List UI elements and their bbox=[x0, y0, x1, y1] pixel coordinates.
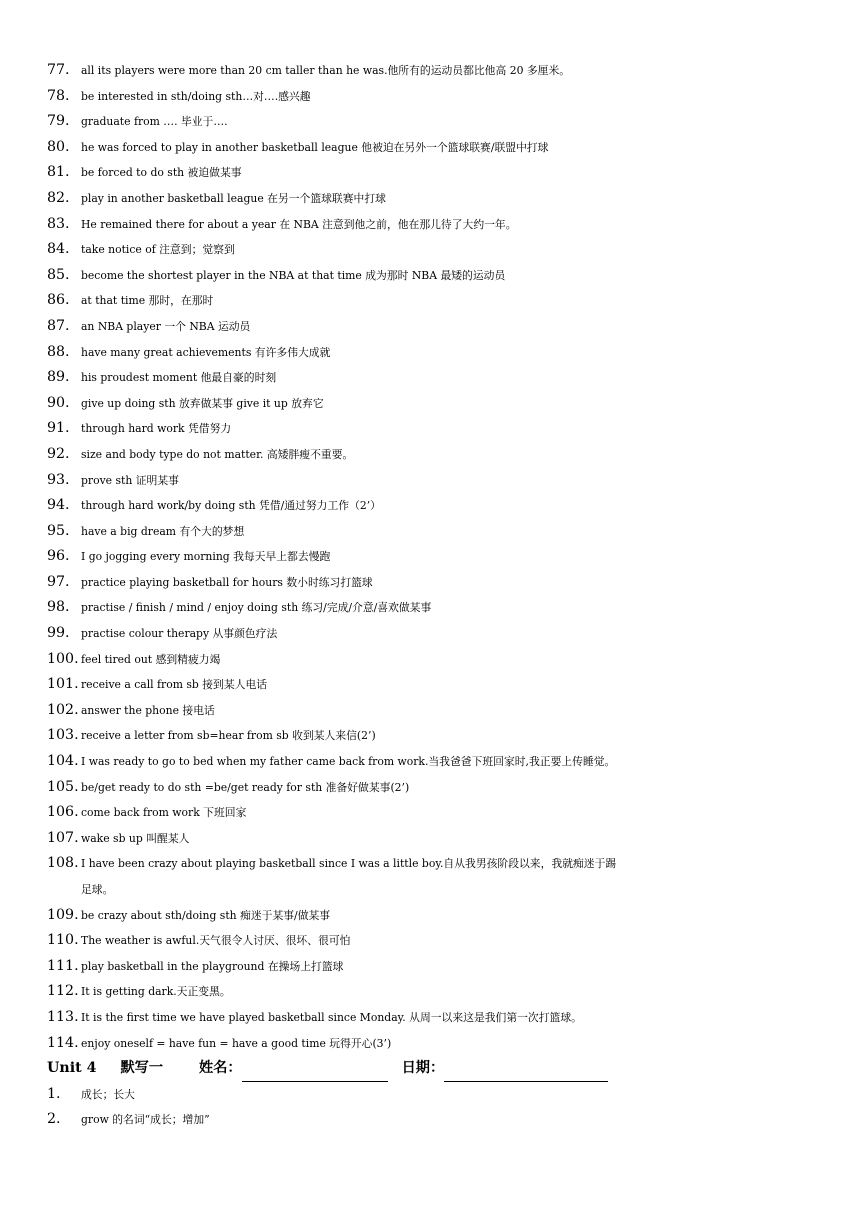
item-number: 93. bbox=[47, 471, 70, 488]
item-number: 114. bbox=[47, 1034, 79, 1051]
item-number: 109. bbox=[47, 906, 79, 923]
item-text: I have been crazy about playing basketball since I was a little boy.自从我男孩阶段以来，我就痴迷于踢 bbox=[81, 857, 617, 871]
list-item bbox=[47, 954, 824, 980]
name-label: 姓名： bbox=[199, 1060, 242, 1077]
item-text: I go jogging every morning 我每天早上都去慢跑 bbox=[81, 550, 331, 564]
item-text: he was forced to play in another basketball league 他被迫在另外一个篮球联赛/联盟中打球 bbox=[81, 140, 549, 154]
item-number: 108. bbox=[47, 855, 79, 872]
item-number: 2. bbox=[47, 1111, 61, 1128]
item-text: through hard work 凭借努力 bbox=[81, 422, 232, 436]
item-text: feel tired out 感到精疲力竭 bbox=[81, 652, 221, 666]
item-text: at that time 那时，在那时 bbox=[81, 294, 214, 308]
item-text: The weather is awful.天气很令人讨厌、很坏、很可怕 bbox=[81, 934, 351, 948]
item-number: 89. bbox=[47, 369, 70, 386]
list-item bbox=[47, 58, 824, 84]
item-text: answer the phone 接电话 bbox=[81, 703, 215, 717]
item-text: practise / finish / mind / enjoy doing sth 练习/完成/介意/喜欢做某事 bbox=[81, 601, 432, 615]
item-number: 111. bbox=[47, 957, 79, 974]
item-number: 87. bbox=[47, 317, 70, 334]
item-number: 84. bbox=[47, 241, 70, 258]
item-number: 80. bbox=[47, 138, 70, 155]
list-item bbox=[47, 1082, 824, 1108]
list-item bbox=[47, 391, 824, 417]
item-number: 105. bbox=[47, 778, 79, 795]
item-number: 113. bbox=[47, 1008, 79, 1025]
list-item bbox=[47, 160, 824, 186]
item-number: 100. bbox=[47, 650, 79, 667]
item-number: 86. bbox=[47, 292, 70, 309]
item-text: prove sth 证明某事 bbox=[81, 473, 179, 487]
item-number: 96. bbox=[47, 548, 70, 565]
date-label: 日期： bbox=[401, 1060, 445, 1077]
list-item bbox=[47, 416, 824, 442]
list-item bbox=[47, 621, 824, 647]
item-text: come back from work 下班回家 bbox=[81, 806, 247, 820]
vocab-list-part1 bbox=[47, 58, 824, 851]
list-item bbox=[47, 826, 824, 852]
list-item bbox=[47, 237, 824, 263]
unit-label: Unit 4 bbox=[47, 1060, 97, 1077]
list-item bbox=[47, 1031, 824, 1057]
item-number: 83. bbox=[47, 215, 70, 232]
item-number: 85. bbox=[47, 266, 70, 283]
item-text: have many great achievements 有许多伟大成就 bbox=[81, 345, 331, 359]
item-number: 91. bbox=[47, 420, 70, 437]
item-text: graduate from …. 毕业于…. bbox=[81, 115, 228, 129]
list-item bbox=[47, 1107, 824, 1133]
list-item bbox=[47, 109, 824, 135]
list-item bbox=[47, 314, 824, 340]
list-item bbox=[47, 288, 824, 314]
item-text: play basketball in the playground 在操场上打篮球 bbox=[81, 959, 344, 973]
item-text: have a big dream 有个大的梦想 bbox=[81, 524, 245, 538]
item-text: through hard work/by doing sth 凭借/通过努力工作（2’） bbox=[81, 499, 381, 513]
list-item bbox=[47, 84, 824, 110]
item-text: be interested in sth/doing sth…对….感兴趣 bbox=[81, 89, 311, 103]
list-item bbox=[47, 340, 824, 366]
item-text: I was ready to go to bed when my father came back from work.当我爸爸下班回家时,我正要上传睡觉。 bbox=[81, 755, 616, 769]
item-number: 90. bbox=[47, 394, 70, 411]
item-text: practice playing basketball for hours 数小时练习打篮球 bbox=[81, 575, 373, 589]
list-item bbox=[47, 570, 824, 596]
item-number: 110. bbox=[47, 932, 79, 949]
vocab-list-part2 bbox=[47, 903, 824, 1057]
item-text: enjoy oneself = have fun = have a good time 玩得开心(3’) bbox=[81, 1036, 392, 1050]
item-text: 成长；长大 bbox=[81, 1087, 135, 1101]
list-item bbox=[47, 723, 824, 749]
item-text: It is the first time we have played basketball since Monday. 从周一以来这是我们第一次打篮球。 bbox=[81, 1010, 582, 1024]
item-text: give up doing sth 放弃做某事 give it up 放弃它 bbox=[81, 396, 324, 410]
item-text: be/get ready to do sth =be/get ready for sth 准备好做某事(2’) bbox=[81, 780, 410, 794]
item-text: his proudest moment 他最自豪的时刻 bbox=[81, 371, 277, 385]
item-number: 97. bbox=[47, 573, 70, 590]
name-blank[interactable] bbox=[242, 1063, 388, 1082]
item-number: 98. bbox=[47, 599, 70, 616]
item-text: receive a letter from sb=hear from sb 收到某人来信(2’) bbox=[81, 729, 376, 743]
list-item bbox=[47, 442, 824, 468]
item-text: an NBA player 一个 NBA 运动员 bbox=[81, 319, 251, 333]
item-number: 112. bbox=[47, 983, 79, 1000]
item-text: play in another basketball league 在另一个篮球联赛中打球 bbox=[81, 191, 386, 205]
task-label: 默写一 bbox=[120, 1060, 164, 1077]
item-number: 103. bbox=[47, 727, 79, 744]
item-number: 1. bbox=[47, 1085, 61, 1102]
list-item bbox=[47, 775, 824, 801]
list-item bbox=[47, 595, 824, 621]
list-item bbox=[47, 800, 824, 826]
list-item bbox=[47, 365, 824, 391]
item-text: be crazy about sth/doing sth 痴迷于某事/做某事 bbox=[81, 908, 331, 922]
item-text: become the shortest player in the NBA at that time 成为那时 NBA 最矮的运动员 bbox=[81, 268, 506, 282]
item-text: He remained there for about a year 在 NBA 注意到他之前，他在那儿待了大约一年。 bbox=[81, 217, 517, 231]
item-number: 79. bbox=[47, 113, 70, 130]
list-item-continuation bbox=[47, 877, 824, 903]
item-number: 81. bbox=[47, 164, 70, 181]
item-text: size and body type do not matter. 高矮胖瘦不重要。 bbox=[81, 447, 354, 461]
item-text-continued: 足球。 bbox=[81, 883, 114, 896]
list-item bbox=[47, 851, 824, 877]
date-blank[interactable] bbox=[444, 1063, 608, 1082]
list-item bbox=[47, 212, 824, 238]
item-text: be forced to do sth 被迫做某事 bbox=[81, 166, 242, 180]
list-item bbox=[47, 1005, 824, 1031]
item-text: take notice of 注意到；觉察到 bbox=[81, 243, 235, 257]
list-item bbox=[47, 749, 824, 775]
list-item bbox=[47, 263, 824, 289]
item-number: 104. bbox=[47, 753, 79, 770]
item-number: 95. bbox=[47, 522, 70, 539]
list-item bbox=[47, 519, 824, 545]
item-number: 88. bbox=[47, 343, 70, 360]
item-number: 78. bbox=[47, 87, 70, 104]
list-item bbox=[47, 468, 824, 494]
list-item bbox=[47, 672, 824, 698]
item-number: 106. bbox=[47, 804, 79, 821]
item-number: 107. bbox=[47, 829, 79, 846]
dictation-header bbox=[47, 1056, 824, 1082]
list-item bbox=[47, 979, 824, 1005]
list-item bbox=[47, 135, 824, 161]
item-text: wake sb up 叫醒某人 bbox=[81, 831, 190, 845]
item-text: all its players were more than 20 cm taller than he was.他所有的运动员都比他高 20 多厘米。 bbox=[81, 64, 571, 77]
dictation-list bbox=[47, 1082, 824, 1133]
item-text: It is getting dark.天正变黑。 bbox=[81, 985, 231, 999]
item-number: 94. bbox=[47, 497, 70, 514]
item-number: 101. bbox=[47, 676, 79, 693]
list-item bbox=[47, 698, 824, 724]
list-item bbox=[47, 903, 824, 929]
list-item bbox=[47, 544, 824, 570]
item-number: 99. bbox=[47, 625, 70, 642]
item-number: 82. bbox=[47, 189, 70, 206]
item-number: 102. bbox=[47, 701, 79, 718]
list-item bbox=[47, 928, 824, 954]
list-item bbox=[47, 647, 824, 673]
list-item bbox=[47, 186, 824, 212]
item-number: 77. bbox=[47, 62, 70, 78]
item-text: receive a call from sb 接到某人电话 bbox=[81, 678, 268, 692]
item-number: 92. bbox=[47, 445, 70, 462]
item-text: practise colour therapy 从事颜色疗法 bbox=[81, 627, 278, 641]
item-text: grow 的名词“成长；增加” bbox=[81, 1113, 210, 1127]
list-item bbox=[47, 493, 824, 519]
